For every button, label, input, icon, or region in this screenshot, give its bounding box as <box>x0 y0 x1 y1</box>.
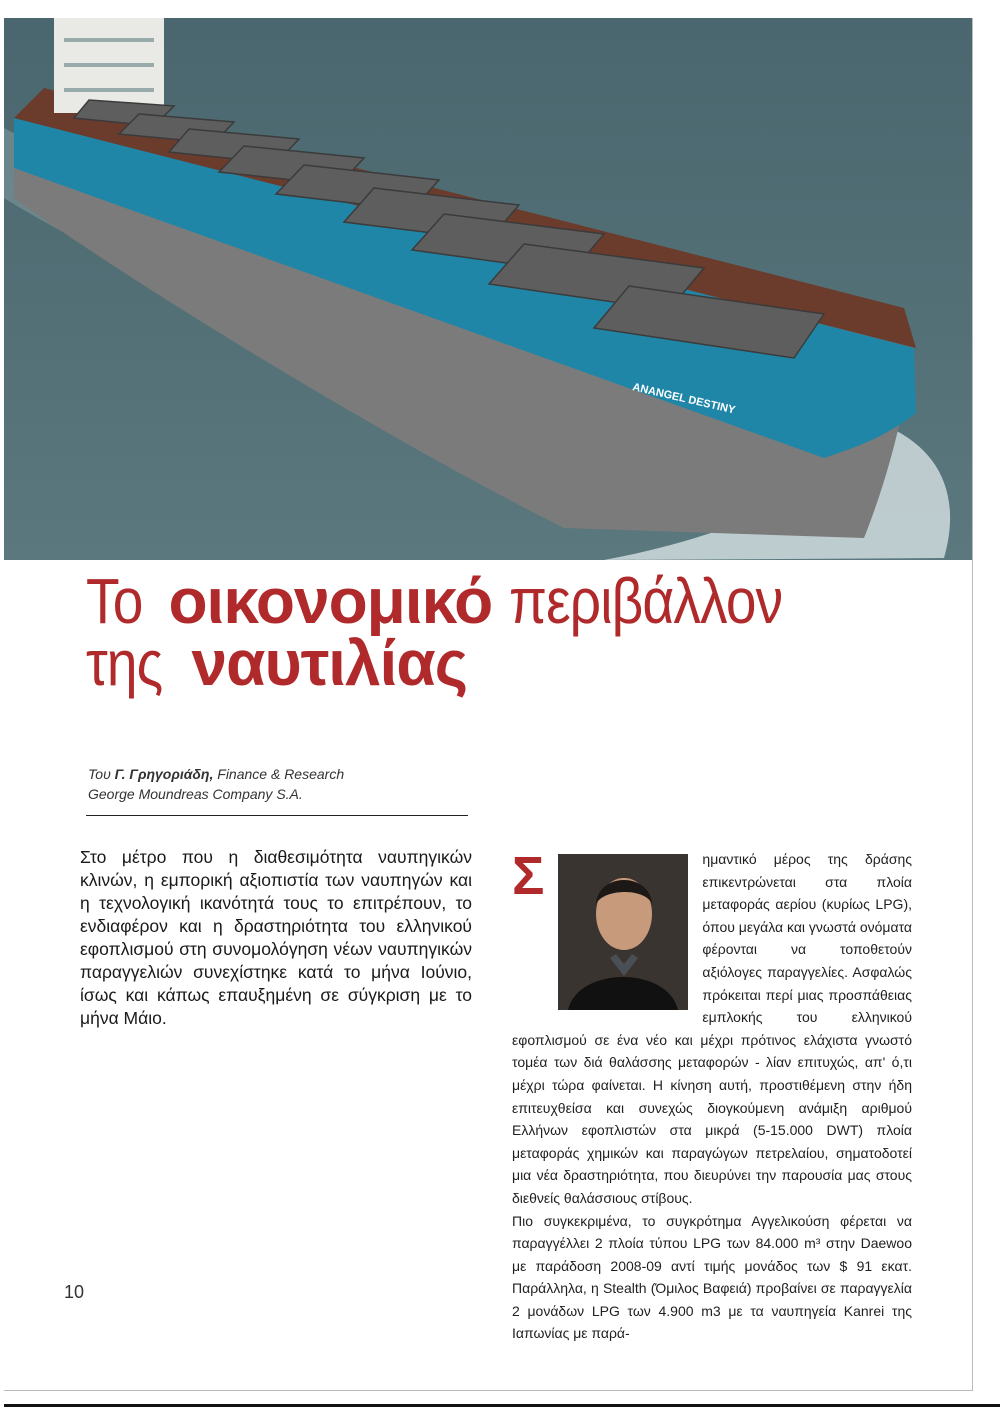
body-paragraph-1 <box>512 848 912 1210</box>
author-portrait <box>558 854 688 1010</box>
body-paragraph-1-text: ημαντικό μέρος της δράσης επικεντρώνεται στα πλοία μεταφοράς αερίου (κυρίως LPG), όπου μεγάλα και γνωστά ονόματα φέρονται να τοποθετούν αξιόλογες παραγγελίες. Ασφαλώς πρόκειται περί μιας προσπάθειας εμπλοκής του ελληνικού εφοπλισμού σε ένα νέο και μέχρι πρότινος ελάχιστα γνωστό τομέα των διά θαλάσσης μεταφορών - λίαν επιτυχώς, απ' ό,τι μέχρι τώρα φαίνεται. Η κίνηση αυτή, προστιθέμενη στην ήδη επιτευχθείσα και συνεχώς διογκούμενη ανάμιξη αριθμού Ελλήνων εφοπλιστών στα μικρά (5-15.000 DWT) πλοία μεταφοράς χημικών και παραγώγων πετρελαίου, σηματοδοτεί μια νέα δραστηριότητα, που διευρύνει την παρουσία μας στους διεθνείς θαλάσσιους στίβους. <box>512 851 912 1206</box>
ship-photo <box>4 18 972 560</box>
byline-company: George Moundreas Company S.A. <box>88 786 303 802</box>
title-word-3: περιβάλλον <box>509 565 783 637</box>
footer-rule <box>4 1404 1000 1407</box>
byline-prefix: Του <box>88 766 111 782</box>
byline-author: Γ. Γρηγοριάδη, <box>114 766 214 782</box>
byline <box>88 764 488 804</box>
byline-divider <box>86 815 468 816</box>
ship-name-label: ANANGEL DESTINY <box>631 381 737 417</box>
body-column <box>512 848 912 1345</box>
article-title <box>86 565 906 699</box>
body-paragraph-2: Πιο συγκεκριμένα, το συγκρότημα Αγγελικούση φέρεται να παραγγέλλει 2 πλοία τύπου LPG των 84.000 m³ στην Daewoo με παράδοση 2008-09 αντί τιμής μονάδος των $ 91 εκατ. Παράλληλα, η Stealth (Όμιλος Βαφειά) προβαίνει σε παραγγελία 2 μονάδων LPG των 4.900 m3 με τα ναυπηγεία Kanrei της Ιαπωνίας με παρά- <box>512 1212 912 1342</box>
title-word-1: Το <box>86 565 143 637</box>
page-number: 10 <box>64 1282 85 1302</box>
title-word-4: της <box>86 627 163 699</box>
byline-role: Finance & Research <box>217 766 345 782</box>
drop-cap: Σ <box>512 846 545 906</box>
title-word-2: οικονομικό <box>168 565 493 637</box>
lead-paragraph: Στο μέτρο που η διαθεσιμότητα ναυπηγικών κλινών, η εμπορική αξιοπιστία των ναυπηγών και η τεχνολογική ικανότητά τους το επιτρέπουν, το ενδιαφέρον και η δραστηριότητα του ελληνικού εφοπλισμού στη συνομολόγηση νέων ναυπηγικών παραγγελιών συνεχίστηκε κατά το μήνα Ιούνιο, ίσως και κάπως επαυξημένη σε σύγκριση με το μήνα Μάιο. <box>80 847 472 1028</box>
title-word-5: ναυτιλίας <box>191 627 468 699</box>
